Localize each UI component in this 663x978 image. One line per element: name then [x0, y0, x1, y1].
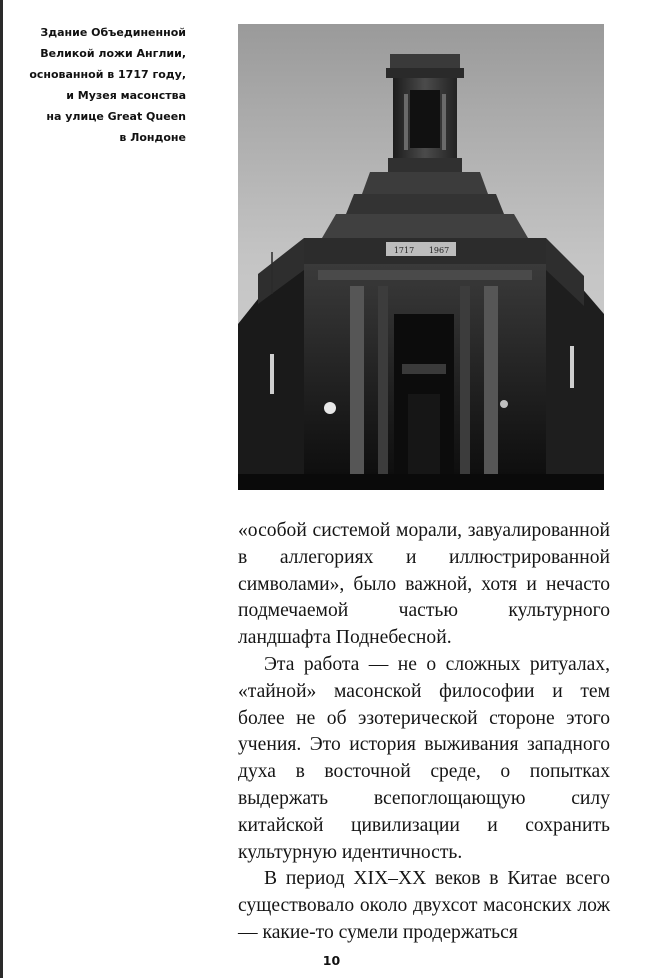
freemasons-hall-photo [238, 24, 604, 490]
left-lamp [324, 402, 336, 414]
caption-line: основанной в 1717 году, [29, 68, 186, 81]
photo-caption [14, 22, 186, 148]
right-lamp [500, 400, 508, 408]
paragraph: Эта работа — не о сложных ритуалах, «тайной» масонской философии и тем более не об эзотерической стороне этого учения. Это история выживания западного духа в восточной среде, о попытках выдержать всепоглощающую силу китайской цивилизации и сохранить культурную идентичность. [238, 653, 610, 863]
plaque-year-right: 1967 [428, 246, 450, 255]
caption-line: в Лондоне [119, 131, 186, 144]
paragraph: «особой системой морали, завуалированной в аллегориях и иллюстрированной символами», было важной, хотя и нечасто подмечаемой частью культурного ландшафта Поднебесной. [238, 520, 610, 649]
page-scan-edge [0, 0, 3, 978]
page-number: 10 [322, 953, 341, 968]
body-text [238, 518, 610, 947]
entrance-doorway [394, 314, 454, 490]
paragraph: В период XIX–XX веков в Китае всего существовало около двухсот масонских лож — какие-то сумели продержаться [238, 868, 610, 943]
caption-line: Здание Объединенной [40, 26, 186, 39]
caption-line: Великой ложи Англии, [40, 47, 186, 60]
caption-line: и Музея масонства [66, 89, 186, 102]
plaque-year-left: 1717 [393, 246, 415, 255]
date-plaque [386, 242, 456, 256]
tower [386, 54, 464, 172]
caption-line: на улице Great Queen [46, 110, 186, 123]
